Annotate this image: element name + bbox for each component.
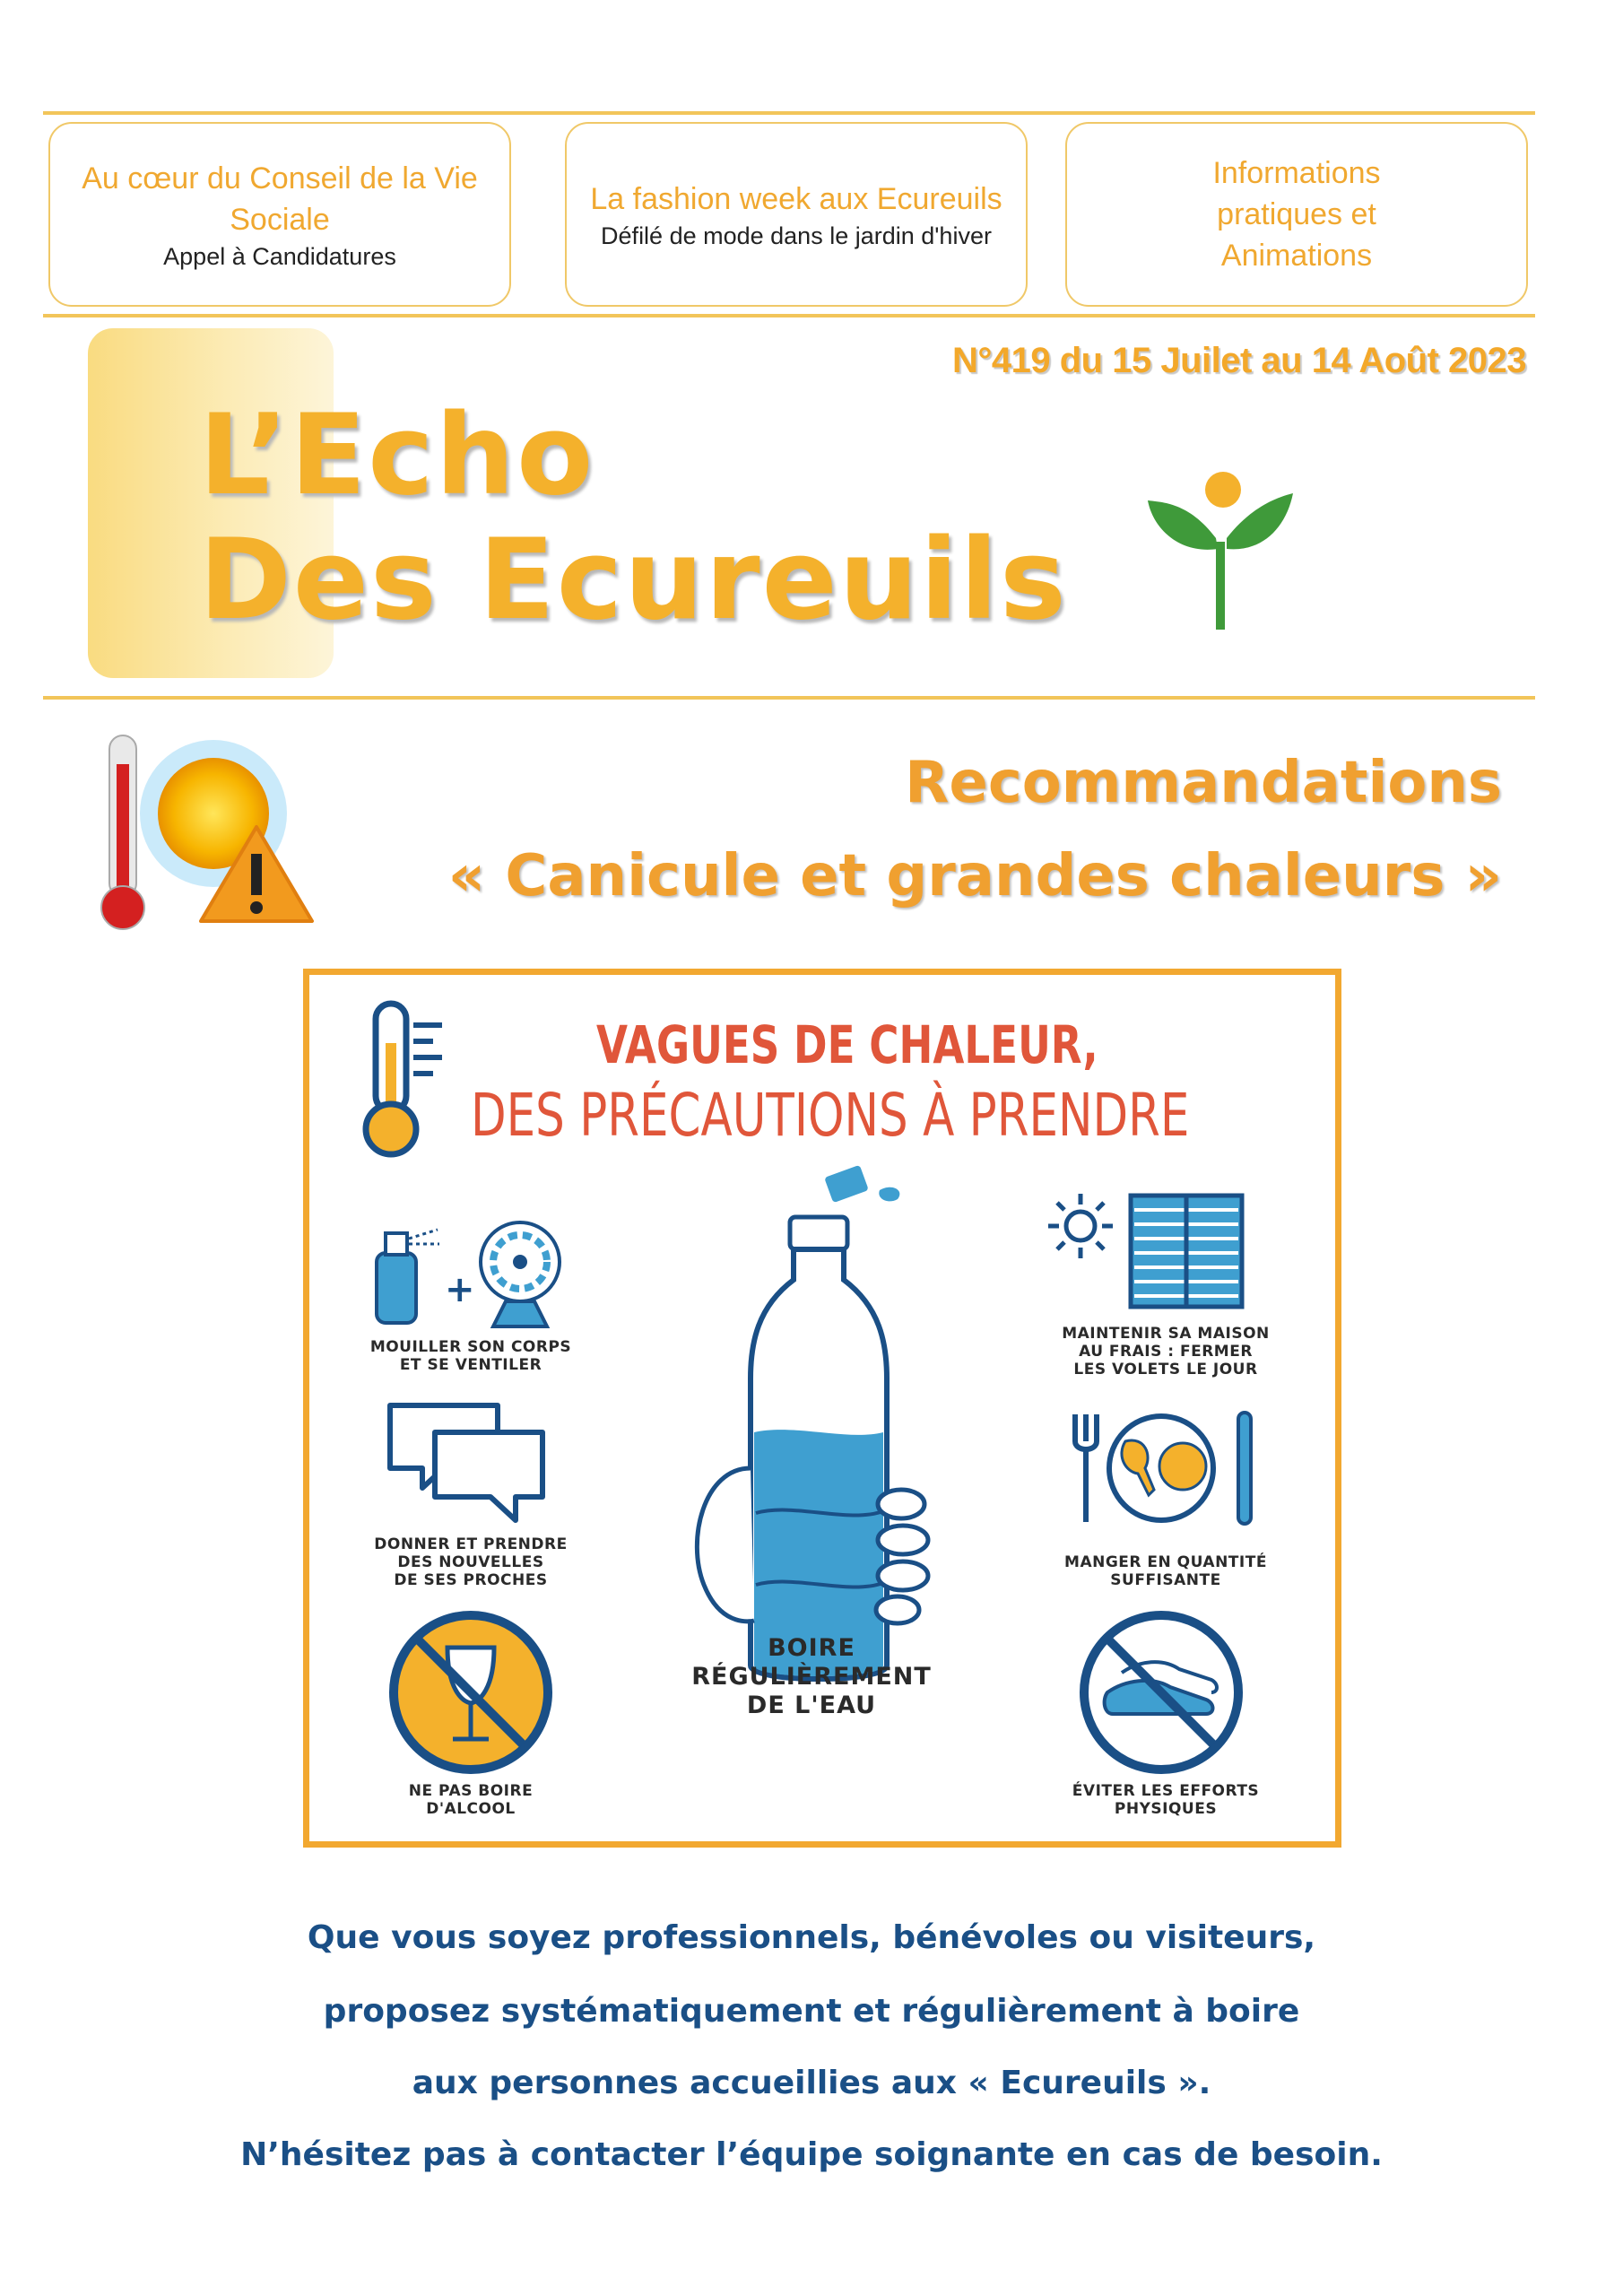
plant-logo-icon (1144, 466, 1297, 646)
bottom-line-1: Que vous soyez professionnels, bénévoles ou visiteurs, (307, 1919, 1316, 1956)
plate-cutlery-icon (1063, 1405, 1260, 1531)
svg-text:+: + (445, 1269, 475, 1310)
recommendation-subtitle: « Canicule et grandes chaleurs » (447, 843, 1502, 909)
thermometer-icon (356, 998, 455, 1160)
no-alcohol-icon (381, 1603, 560, 1782)
tip-label: NE PAS BOIRE D'ALCOOL (408, 1782, 534, 1818)
water-bottle-icon (668, 1163, 973, 1701)
bottom-line-4: N’hésitez pas à contacter l’équipe soignante en cas de besoin. (240, 2136, 1383, 2173)
poster-title-line-1: VAGUES DE CHALEUR, (596, 1014, 1098, 1075)
bottom-line-2: proposez systématiquement et régulièrement à boire (323, 1993, 1300, 2030)
masthead-bottom-rule (43, 696, 1535, 700)
tip-label: DONNER ET PRENDRE DES NOUVELLES DE SES PROCHES (374, 1535, 568, 1589)
spray-fan-icon (359, 1208, 565, 1334)
chat-bubbles-icon (381, 1396, 560, 1531)
tip-label: ÉVITER LES EFFORTS PHYSIQUES (1072, 1782, 1260, 1818)
header-box-title: La fashion week aux Ecureuils (590, 181, 1002, 216)
header-box-fashion (565, 122, 1028, 307)
poster-title-line-2: DES PRÉCAUTIONS À PRENDRE (471, 1081, 1190, 1150)
sun-shutters-icon (1045, 1190, 1260, 1316)
header-box-subtitle: Défilé de mode dans le jardin d'hiver (601, 222, 992, 249)
issue-number: N°419 du 15 Juilet au 14 Août 2023 (952, 341, 1526, 380)
recommendation-title: Recommandations (905, 750, 1502, 816)
header-box-infos (1065, 122, 1528, 307)
heat-warning-icon (88, 728, 321, 935)
center-label: BOIRE RÉGULIÈREMENT DE L'EAU (691, 1634, 932, 1719)
heatwave-poster (303, 969, 1341, 1848)
header-box-title: Informations pratiques et Animations (1212, 156, 1381, 273)
tip-label: MANGER EN QUANTITÉ SUFFISANTE (1064, 1553, 1267, 1589)
header-bottom-rule (43, 314, 1535, 317)
header-box-title: Au cœur du Conseil de la Vie Sociale (82, 161, 478, 237)
masthead-line-1: L’Echo (199, 391, 595, 520)
header-box-cvs (48, 122, 511, 307)
bottom-line-3: aux personnes accueillies aux « Ecureuils ». (412, 2065, 1211, 2101)
masthead-line-2: Des Ecureuils (199, 516, 1068, 645)
header-box-subtitle: Appel à Candidatures (163, 242, 396, 270)
top-rule (43, 111, 1535, 115)
tip-label: MAINTENIR SA MAISON AU FRAIS : FERMER LES VOLETS LE JOUR (1062, 1325, 1270, 1378)
tip-label: MOUILLER SON CORPS ET SE VENTILER (369, 1338, 572, 1374)
no-sneakers-icon (1072, 1603, 1251, 1782)
